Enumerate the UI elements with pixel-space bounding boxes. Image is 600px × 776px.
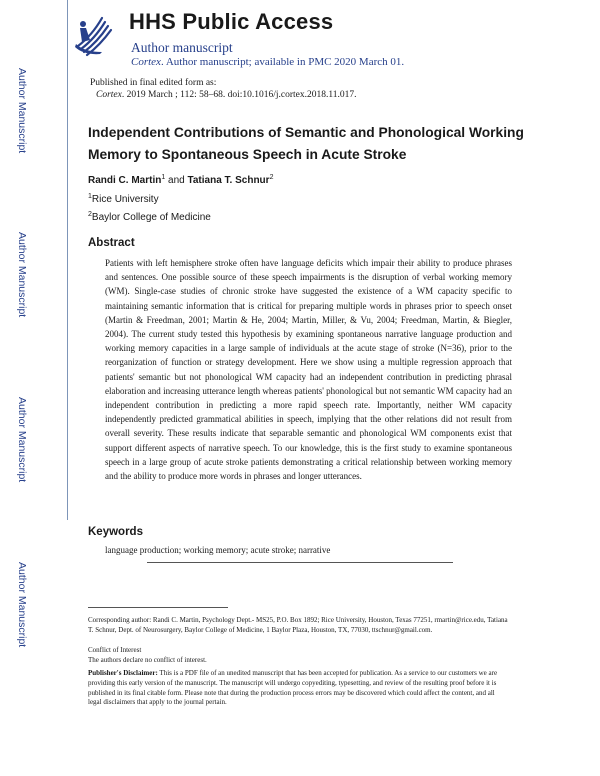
corresponding-author-note: Corresponding author: Randi C. Martin, Psychology Dept.- MS25, P.O. Box 1892; Rice University, Houston, Texas 77251, rmartin@rice.edu, Tatiana T. Schnur, Dept. of Neurosurgery, Baylor College of Medicine, 1 Baylor Plaza, Houston, TX, 77030, ttschnur@gmail.com. <box>88 616 508 634</box>
section-divider <box>147 562 453 563</box>
sidebar-divider <box>67 0 68 520</box>
affiliation <box>88 193 159 205</box>
author-affiliation-marker: 1 <box>161 174 166 181</box>
citation-line <box>96 90 357 100</box>
abstract-text: Patients with left hemisphere stroke often have language deficits which impair their ability to produce phrases and sentences. One possible source of these speech impairments is the disruption of verbal working memory (WM). Single-case studies of chronic stroke have suggested the existence of a WM capacity specific to maintaining semantic information that is critical for preparing multiple words in phrases prior to speech onset (Martin & Freedman, 2001; Martin & He, 2004; Martin, Miller, & Vu, 2004; Freedman, Martin, & Biegler, 2004). The current study tested this hypothesis by examining spontaneous narrative language production and working memory capacities in a large sample of individuals at the acute stage of stroke (N=36), prior to the reorganization of function or strategy development. Here we show using a multiple regression approach that patients' semantic but not phonological WM capacity had an independent contribution in predicting phrasal elaboration and increasing utterance length whereas patients' phonological but not semantic WM capacity had an independent contribution in predicting a more rapid speech rate. Importantly, neither WM capacity independently predicted grammatical abilities in speech, implying that the other relations did not result from overall severity. These results indicate that separable semantic and phonological WM components exist that support different aspects of narrative speech. To our knowledge, this is the first study to examine spontaneous speech in a large group of acute stroke patients demonstrating a critical relationship between working memory and the ability to produce more words in phrases and longer utterances. <box>105 258 512 482</box>
availability-line <box>131 56 404 68</box>
author-separator: and <box>165 175 188 186</box>
affiliation-marker: 1 <box>88 193 92 200</box>
affiliation-name: Baylor College of Medicine <box>91 212 211 223</box>
keywords-heading: Keywords <box>88 526 143 538</box>
citation-journal: Cortex <box>96 90 122 100</box>
affiliation-name: Rice University <box>91 194 159 205</box>
publisher-disclaimer <box>88 669 508 708</box>
sidebar-label-author-manuscript: Author Manuscript <box>16 232 28 318</box>
author-affiliation-marker: 2 <box>269 174 274 181</box>
keywords-text: language production; working memory; acute stroke; narrative <box>105 545 331 555</box>
hhs-eagle-logo-icon <box>72 12 114 58</box>
footnote-divider <box>88 607 228 608</box>
disclaimer-text: This is a PDF file of an unedited manuscript that has been accepted for publication. As a service to our customers we are providing this early version of the manuscript. The manuscript will undergo copyediting, typesetting, and review of the resulting proof before it is published in its final citable form. Please note that during the production process errors may be discovered which could affect the content, and all legal disclaimers that apply to the journal pertain. <box>88 669 498 707</box>
published-note: Published in final edited form as: <box>90 78 217 88</box>
manuscript-label: Author manuscript <box>131 40 233 55</box>
conflict-heading: Conflict of Interest <box>88 646 142 654</box>
affiliation <box>88 211 211 223</box>
citation-text: . 2019 March ; 112: 58–68. doi:10.1016/j.cortex.2018.11.017. <box>121 90 357 100</box>
conflict-statement: The authors declare no conflict of interest. <box>88 656 207 664</box>
author-list <box>88 174 273 186</box>
affiliation-marker: 2 <box>88 211 92 218</box>
availability-text: . Author manuscript; available in PMC 2020 March 01. <box>160 56 405 68</box>
author-name: Tatiana T. Schnur <box>187 175 270 186</box>
article-title: Independent Contributions of Semantic and Phonological Working Memory to Spontaneous Speech in Acute Stroke <box>88 125 524 162</box>
sidebar-label-author-manuscript: Author Manuscript <box>16 562 28 648</box>
abstract-heading: Abstract <box>88 237 135 249</box>
sidebar-label-author-manuscript: Author Manuscript <box>16 68 28 154</box>
disclaimer-label: Publisher's Disclaimer: <box>88 669 158 677</box>
journal-name: Cortex <box>131 56 161 68</box>
sidebar-label-author-manuscript: Author Manuscript <box>16 397 28 483</box>
author-name: Randi C. Martin <box>88 175 162 186</box>
repository-title: HHS Public Access <box>129 9 334 34</box>
